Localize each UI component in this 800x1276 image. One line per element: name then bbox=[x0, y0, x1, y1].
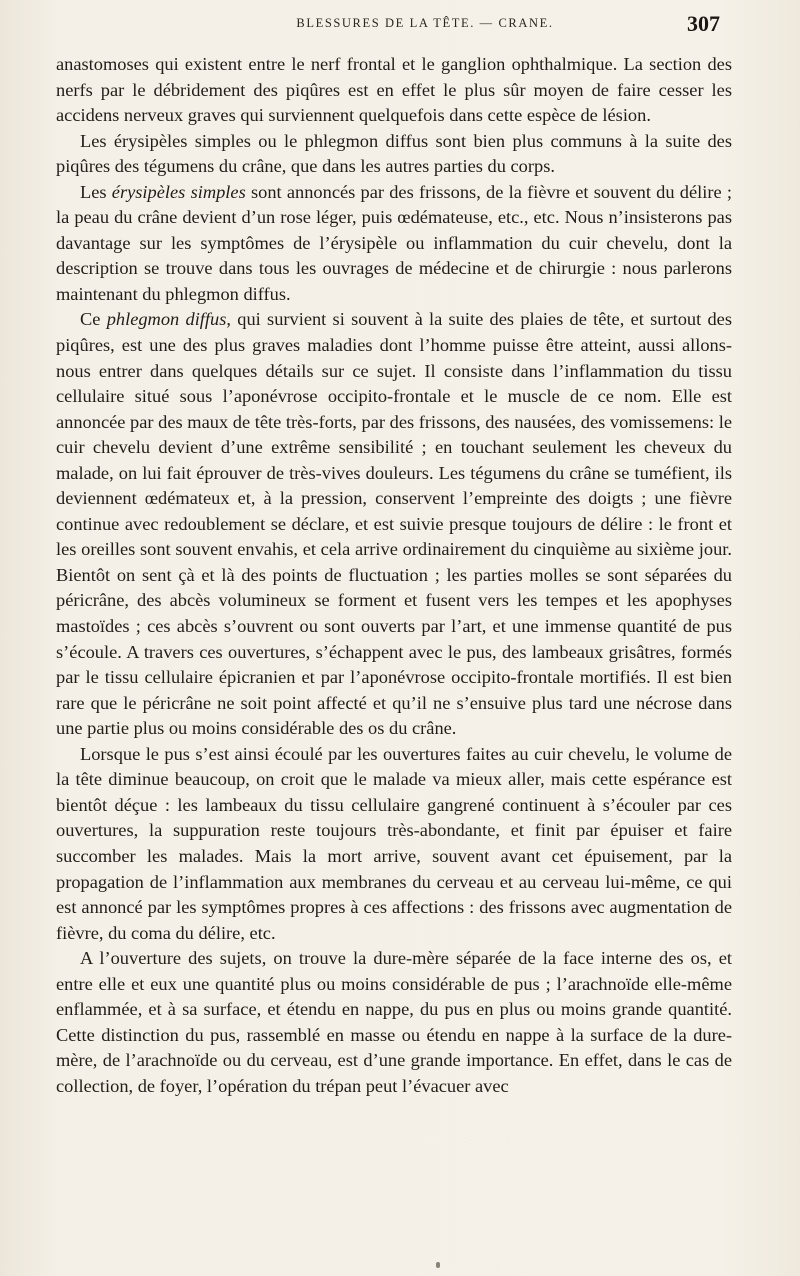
page-number: 307 bbox=[687, 11, 720, 36]
paragraph-text: Lorsque le pus s’est ainsi écoulé par les ouvertures faites au cuir chevelu, le volume de la tête diminue beaucoup, on croit que le malade va mieux aller, mais cette espérance est bientôt déçue : les lambeaux du tissu cellulaire gangrené continuent à s’écouler par ces ouvertures, la suppuration reste toujours très-abondante, et finit par épuiser et faire succomber les malades. Mais la mort arrive, souvent avant cet épuisement, par la propagation de l’inflammation aux membranes du cerveau et au cerveau lui-même, ce qui est annoncé par les symptômes propres à ces affections : des frissons avec augmentation de fièvre, du coma du délire, etc. bbox=[56, 743, 732, 943]
body-text bbox=[56, 52, 732, 1099]
running-head: BLESSURES DE LA TÊTE. — CRANE. bbox=[296, 16, 554, 30]
paragraph-text: Les érysipèles simples ou le phlegmon diffus sont bien plus communs à la suite des piqûres des tégumens du crâne, que dans les autres parties du corps. bbox=[56, 130, 732, 177]
paragraph-text: Les bbox=[80, 181, 112, 202]
paragraph bbox=[56, 129, 732, 180]
print-speck bbox=[436, 1262, 440, 1268]
paragraph bbox=[56, 52, 732, 129]
paragraph bbox=[56, 180, 732, 308]
paragraph bbox=[56, 946, 732, 1099]
page-header bbox=[130, 11, 720, 44]
italic-term: érysipèles simples bbox=[111, 181, 246, 202]
paragraph-text: sont annoncés par des frissons, de la fièvre et souvent du délire ; la peau du crâne devient d’un rose léger, puis œdémateuse, etc., etc. Nous n’insisterons pas davantage sur les symptômes de l’érysipèle ou inflammation du cuir chevelu, dont la description se trouve dans tous les ouvrages de médecine et de chirurgie : nous parlerons maintenant du phlegmon diffus. bbox=[56, 181, 733, 304]
paragraph bbox=[56, 307, 732, 741]
paragraph-text: A l’ouverture des sujets, on trouve la dure-mère séparée de la face interne des os, et entre elle et eux une quantité plus ou moins considérable de pus ; l’arachnoïde elle-même enflammée, et à sa surface, et étendu en nappe, du pus en plus ou moins grande quantité. Cette distinction du pus, rassemblé en masse ou étendu en nappe à la surface de la dure-mère, de l’arachnoïde ou du cerveau, est d’une grande importance. En effet, dans le cas de collection, de foyer, l’opération du trépan peut l’évacuer avec bbox=[56, 948, 732, 1096]
paragraph bbox=[56, 742, 732, 946]
paragraph-text: , qui survient si souvent à la suite des plaies de tête, et surtout des piqûres, est une des plus graves maladies dont l’homme puisse être atteint, aussi allons-nous entrer dans quelques détails sur ce sujet. Il consiste dans l’inflammation du tissu cellulaire situé sous l’aponévrose occipito-frontale et le muscle de ce nom. Elle est annoncée par des maux de tête très-forts, par des frissons, des nausées, des vomissemens: le cuir chevelu devient d’une extrême sensibilité ; en touchant seulement les cheveux du malade, on lui fait éprouver de très-vives douleurs. Les tégumens du crâne se tuméfient, ils deviennent œdémateux et, à la pression, conservent l’empreinte des doigts ; une fièvre continue avec redoublement se déclare, et est suivie presque toujours de délire : le front et les oreilles sont souvent envahis, et cela arrive ordinairement du cinquième au sixième jour. Bientôt on sent çà et là des points de fluctuation ; les parties molles se sont séparées du péricrâne, des abcès volumineux se forment et fusent vers les tempes et les apophyses mastoïdes ; ces abcès s’ouvrent ou sont ouverts par l’art, et une immense quantité de pus s’écoule. A travers ces ouvertures, s’échappent avec le pus, des lambeaux grisâtres, formés par le tissu cellulaire épicranien et par l’aponévrose occipito-frontale mortifiés. Il est bien rare que le péricrâne ne soit point affecté et qu’il ne s’ensuive plus tard une nécrose dans une partie plus ou moins considérable des os du crâne. bbox=[56, 309, 732, 739]
paragraph-text: anastomoses qui existent entre le nerf frontal et le ganglion ophthalmique. La section des nerfs par le débridement des piqûres est en effet le plus sûr moyen de faire cesser les accidens nerveux graves qui surviennent quelquefois dans cette espèce de lésion. bbox=[56, 54, 732, 126]
paragraph-text: Ce bbox=[80, 309, 107, 330]
italic-term: phlegmon diffus bbox=[106, 309, 227, 330]
